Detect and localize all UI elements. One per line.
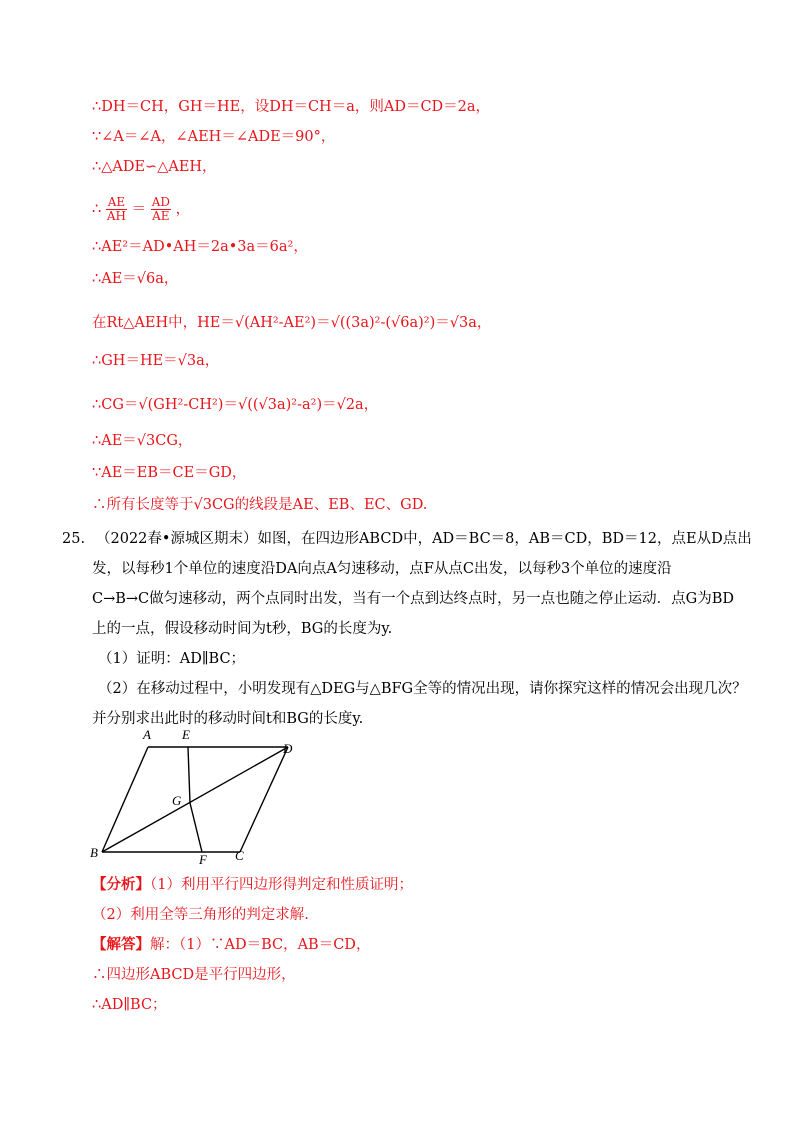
label-G: G bbox=[172, 793, 182, 808]
solution-line-11: ∵AE＝EB＝CE＝GD， bbox=[92, 465, 247, 481]
solution-line-2: ∵∠A＝∠A，∠AEH＝∠ADE＝90°， bbox=[92, 129, 336, 145]
solution-line-6: ∴AE＝√6a， bbox=[92, 271, 179, 287]
label-C: C bbox=[235, 848, 244, 863]
segment-EG bbox=[188, 747, 190, 803]
solution-line-10: ∴AE＝√3CG， bbox=[92, 433, 193, 449]
solution-line-8: ∴GH＝HE＝√3a， bbox=[92, 353, 220, 369]
fraction-2-denominator: AE bbox=[152, 209, 170, 223]
problem-line-4: 上的一点，假设移动时间为t秒，BG的长度为y. bbox=[92, 621, 393, 637]
segment-AB bbox=[102, 747, 148, 852]
problem-line-2: 发，以每秒1个单位的速度沿DA向点A匀速移动，点F从点C出发，以每秒3个单位的速度沿 bbox=[92, 561, 672, 577]
solution-line-12: ∴所有长度等于√3CG的线段是AE、EB、EC、GD. bbox=[92, 497, 428, 513]
therefore-symbol: ∴ bbox=[92, 201, 102, 218]
segment-CD bbox=[240, 747, 288, 852]
label-A: A bbox=[143, 727, 151, 742]
solution-line-9: ∴CG＝√(GH²-CH²)＝√((√3a)²-a²)＝√2a， bbox=[92, 397, 379, 413]
fraction-2 bbox=[151, 196, 171, 223]
analysis-text-1: （1）利用平行四边形得判定和性质证明； bbox=[150, 877, 413, 893]
analysis-tag: 【分析】 bbox=[92, 876, 150, 893]
answer-line-1 bbox=[92, 934, 370, 956]
answer-line-2: ∴四边形ABCD是平行四边形， bbox=[92, 967, 296, 983]
analysis-line-2: （2）利用全等三角形的判定求解. bbox=[92, 907, 309, 923]
answer-text-1: 解：（1）∵AD＝BC，AB＝CD， bbox=[150, 937, 371, 953]
label-F: F bbox=[199, 852, 207, 865]
diagonal-BD bbox=[102, 747, 288, 852]
fraction-2-numerator: AD bbox=[151, 195, 170, 209]
question-3: 并分别求出此时的移动时间t和BG的长度y. bbox=[92, 711, 364, 727]
parallelogram-figure bbox=[88, 705, 298, 865]
solution-line-1: ∴DH＝CH，GH＝HE，设DH＝CH＝a，则AD＝CD＝2a， bbox=[92, 99, 491, 115]
label-D: D bbox=[283, 741, 293, 756]
comma: ， bbox=[175, 201, 191, 218]
label-E: E bbox=[182, 727, 190, 742]
problem-line-1: （2022春•源城区期末）如图，在四边形ABCD中，AD＝BC＝8，AB＝CD，BD＝12，点E从D点出 bbox=[96, 531, 752, 547]
solution-line-4 bbox=[92, 196, 190, 223]
solution-line-5: ∴AE²＝AD•AH＝2a•3a＝6a²， bbox=[92, 239, 308, 255]
question-2: （2）在移动过程中，小明发现有△DEG与△BFG全等的情况出现，请你探究这样的情况会出现几次？ bbox=[98, 681, 747, 697]
answer-line-3: ∴AD∥BC； bbox=[92, 997, 167, 1013]
fraction-1-numerator: AE bbox=[107, 195, 126, 209]
analysis-line-1 bbox=[92, 874, 413, 896]
segment-GF bbox=[190, 803, 202, 852]
fraction-1-denominator: AH bbox=[106, 209, 126, 223]
question-1: （1）证明：AD∥BC； bbox=[98, 651, 246, 667]
solution-line-3: ∴△ADE∽△AEH， bbox=[92, 159, 217, 175]
label-B: B bbox=[90, 845, 98, 860]
problem-number: 25. bbox=[62, 531, 86, 547]
answer-tag: 【解答】 bbox=[92, 936, 150, 953]
equals-sign: ＝ bbox=[131, 201, 147, 218]
solution-line-7: 在Rt△AEH中，HE＝√(AH²-AE²)＝√((3a)²-(√6a)²)＝√3a， bbox=[92, 315, 492, 331]
problem-line-3: C→B→C做匀速移动，两个点同时出发，当有一个点到达终点时，另一点也随之停止运动．点G为BD bbox=[92, 591, 735, 607]
fraction-1 bbox=[106, 196, 127, 223]
